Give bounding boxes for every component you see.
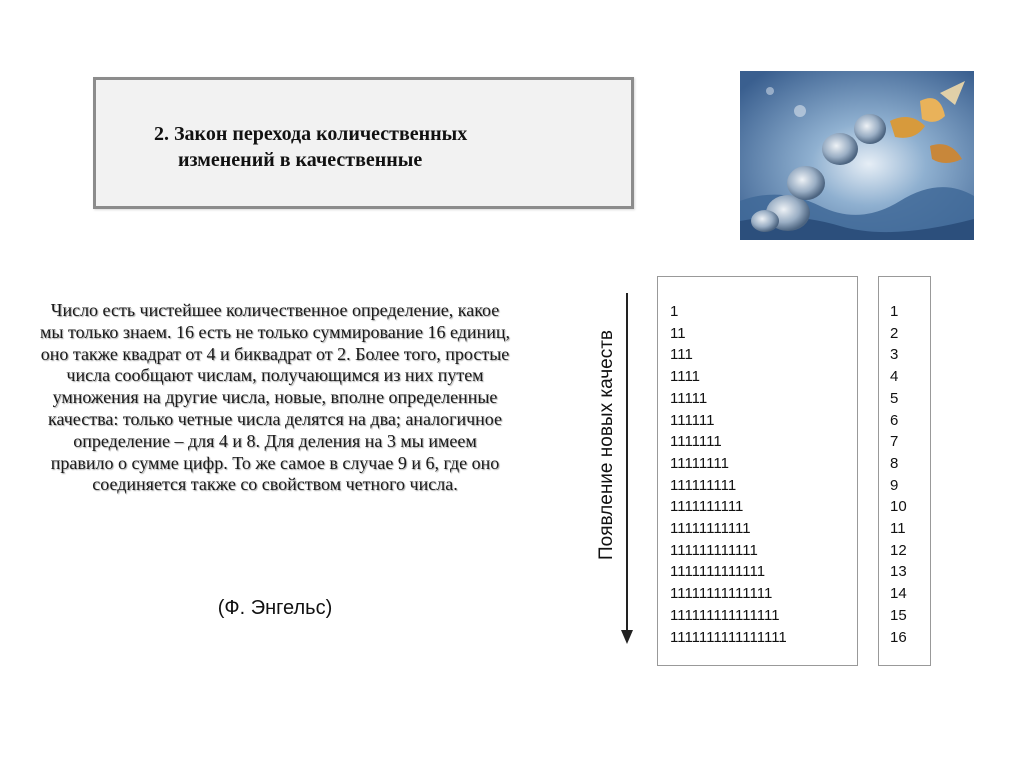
ones-row: 1111111111111111: [670, 628, 787, 646]
title-line-1: 2. Закон перехода количественных: [154, 123, 468, 145]
number-row: 15: [890, 606, 907, 624]
ones-row: 111111111: [670, 476, 737, 494]
number-row: 6: [890, 411, 899, 429]
new-qualities-label: Появление новых качеств: [596, 329, 617, 561]
number-row: 4: [890, 368, 899, 386]
engels-quote: Число есть чистейшее количественное определение, какое мы только знаем. 16 есть не только суммирование 16 единиц, оно также квадрат от 4 и биквадрат от 2. Более того, простые числа сообщают числам, получающимся из них путем умножения на другие числа, новые, вполне определенные качества: только четные числа делятся на два; аналогичное определение – для 4 и 8. Для деления на 3 мы имеем правило о сумме цифр. То же самое в случае 9 и 6, где оно соединяется также со свойством четного числа.: [40, 300, 510, 495]
ones-row: 1: [670, 303, 679, 320]
down-arrow-line: [626, 293, 628, 631]
down-arrow-icon: [621, 630, 633, 644]
number-row: 8: [890, 454, 899, 472]
number-row: 7: [890, 433, 899, 451]
slide-title: [154, 121, 624, 173]
number-row: 2: [890, 324, 899, 342]
ones-row: 111: [670, 346, 693, 364]
ones-row: 1111111111: [670, 498, 744, 516]
ones-row: 1111: [670, 368, 701, 386]
ones-row: 111111: [670, 411, 715, 429]
number-row: 5: [890, 389, 899, 407]
ones-row: 11111: [670, 389, 708, 407]
ones-list: [670, 301, 787, 648]
number-row: 14: [890, 585, 907, 603]
number-row: 11: [890, 520, 906, 538]
number-row: 13: [890, 563, 907, 581]
quote-author: (Ф. Энгельс): [217, 597, 333, 619]
ones-row: 1111111111111: [670, 563, 766, 581]
ones-row: 1111111: [670, 433, 722, 451]
ones-row: 11: [670, 324, 686, 342]
number-row: 9: [890, 476, 899, 494]
surreal-fish-illustration: [740, 71, 974, 240]
ones-row: 11111111111111: [670, 585, 773, 603]
ones-row: 111111111111111: [670, 606, 780, 624]
number-row: 10: [890, 498, 907, 516]
fish-art-svg: [740, 71, 974, 240]
ones-column-box: [657, 276, 858, 666]
number-row: 12: [890, 541, 907, 559]
number-row: 16: [890, 628, 907, 646]
ones-row: 11111111111: [670, 520, 751, 538]
ones-row: 11111111: [670, 454, 729, 472]
number-row: 1: [890, 303, 899, 320]
number-row: 3: [890, 346, 899, 364]
title-box: [93, 77, 634, 209]
numbers-column-box: [878, 276, 931, 666]
title-line-2: изменений в качественные: [178, 149, 423, 171]
ones-row: 111111111111: [670, 541, 758, 559]
numbers-list: [890, 301, 907, 648]
